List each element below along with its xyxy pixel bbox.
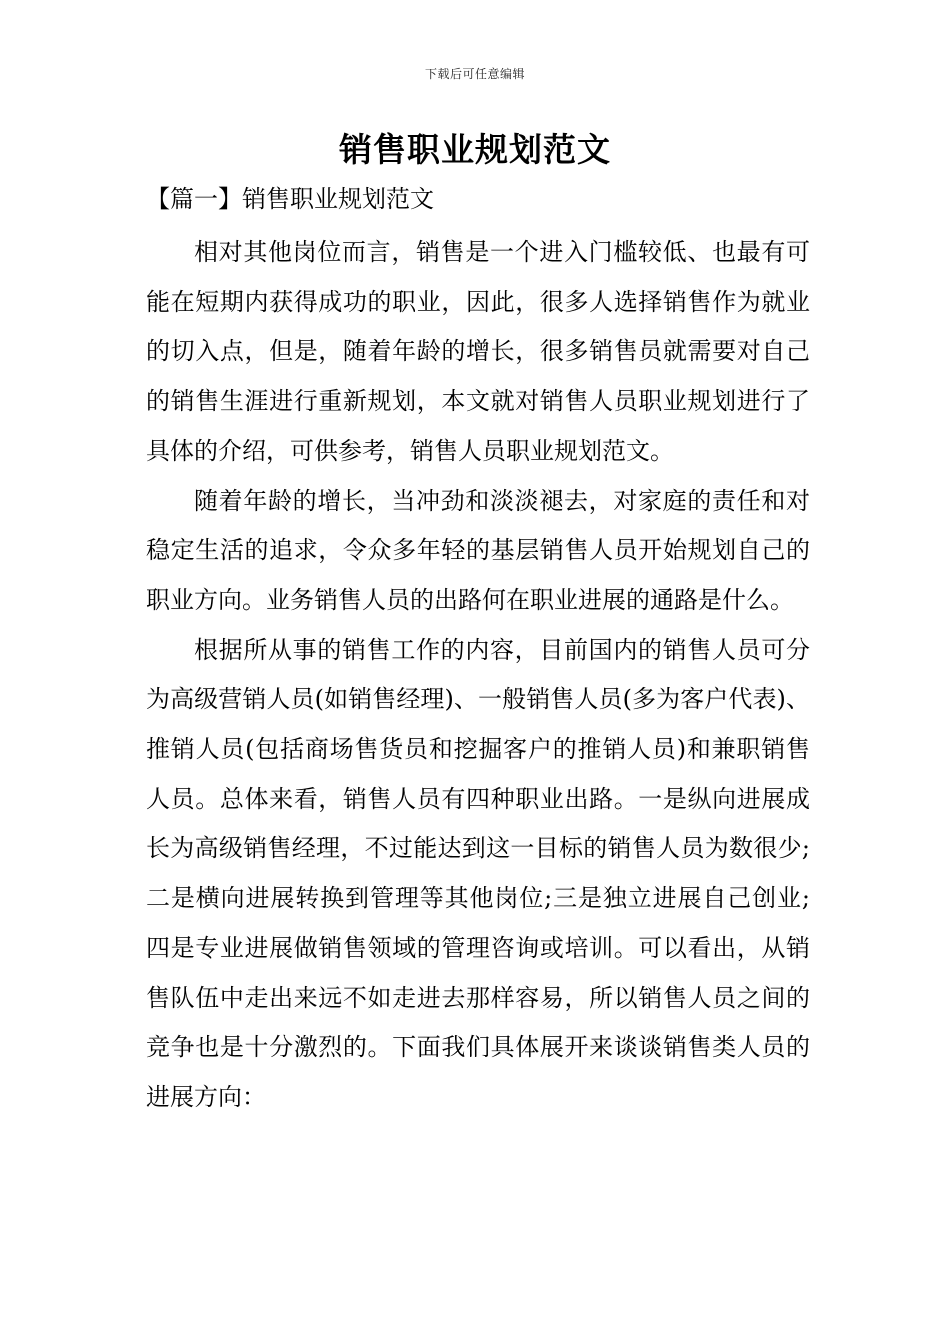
paragraph: 随着年龄的增长，当冲劲和淡淡褪去，对家庭的责任和对稳定生活的追求，令众多年轻的基层销售人员开始规划自己的职业方向。业务销售人员的出路何在职业进展的通路是什么。 [146,486,810,614]
document-body [146,228,810,1123]
paragraph: 根据所从事的销售工作的内容，目前国内的销售人员可分为高级营销人员(如销售经理)、一般销售人员(多为客户代表)、推销人员(包括商场售货员和挖掘客户的推销人员)和兼职销售人员。总体来看，销售人员有四种职业出路。一是纵向进展成长为高级销售经理，不过能达到这一目标的销售人员为数很少;二是横向进展转换到管理等其他岗位;三是独立进展自己创业;四是专业进展做销售领域的管理咨询或培训。可以看出，从销售队伍中走出来远不如走进去那样容易，所以销售人员之间的竞争也是十分激烈的。下面我们具体展开来谈谈销售类人员的进展方向： [146,635,810,1111]
paragraph: 相对其他岗位而言，销售是一个进入门槛较低、也最有可能在短期内获得成功的职业，因此，很多人选择销售作为就业的切入点，但是，随着年龄的增长，很多销售员就需要对自己的销售生涯进行重新规划，本文就对销售人员职业规划进行了具体的介绍，可供参考，销售人员职业规划范文。 [146,238,810,465]
document-title: 销售职业规划范文 [339,130,611,169]
section-heading: 【篇一】销售职业规划范文 [146,185,434,213]
header-note: 下载后可任意编辑 [424,67,525,81]
